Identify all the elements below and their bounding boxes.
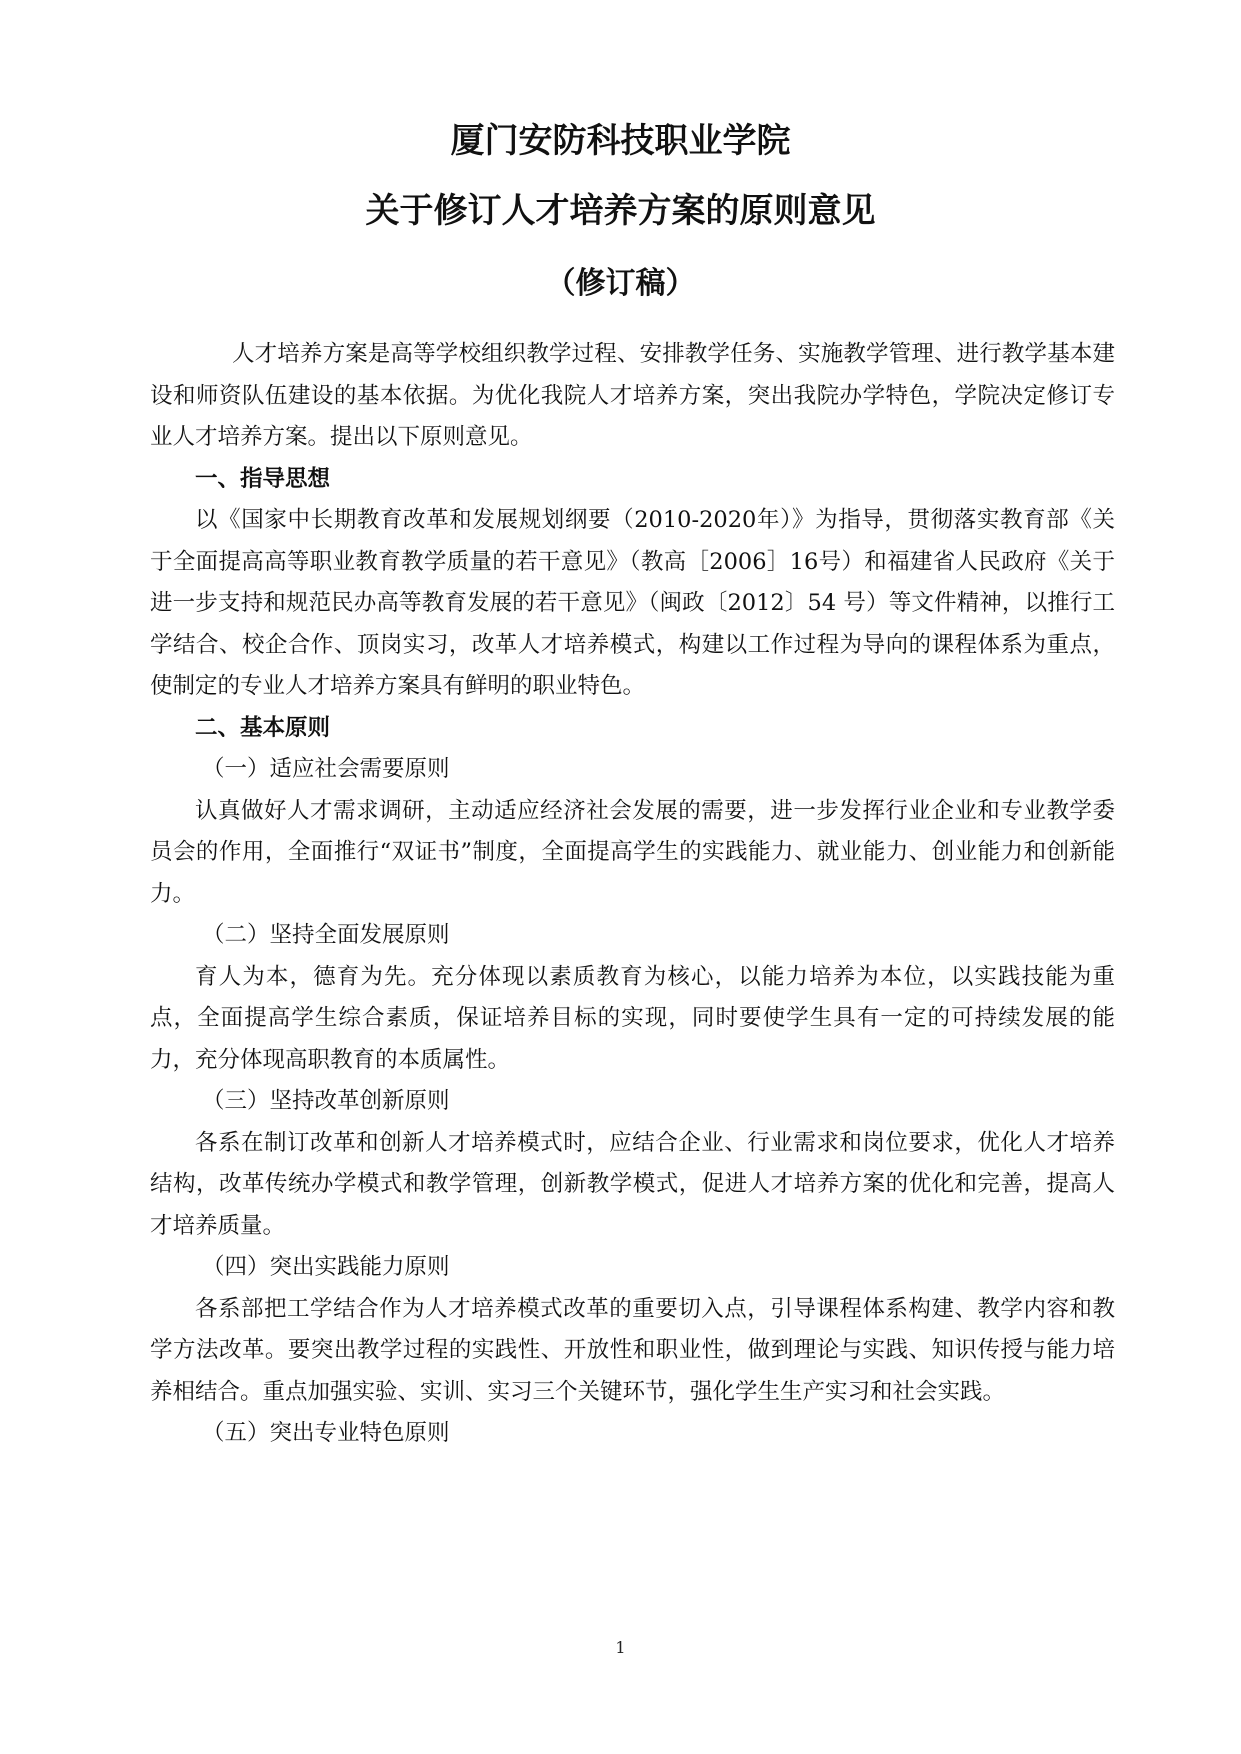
document-title-institution: 厦门安防科技职业学院 xyxy=(450,121,791,161)
page-number: 1 xyxy=(615,1638,626,1657)
intro-paragraph: 人才培养方案是高等学校组织教学过程、安排教学任务、实施教学管理、进行教学基本建设和师资队伍建设的基本依据。为优化我院人才培养方案，突出我院办学特色，学院决定修订专业人才培养方案。提出以下原则意见。 xyxy=(150,341,1115,450)
subsection-heading-reform-innovation: （三）坚持改革创新原则 xyxy=(202,1088,450,1114)
document-title-main: 关于修订人才培养方案的原则意见 xyxy=(365,191,876,231)
subsection-heading-social-needs: （一）适应社会需要原则 xyxy=(202,756,450,782)
subsection-heading-all-round-development: （二）坚持全面发展原则 xyxy=(202,922,450,948)
section-heading-basic-principles: 二、基本原则 xyxy=(195,714,331,741)
subsection-paragraph-all-round-development: 育人为本，德育为先。充分体现以素质教育为核心，以能力培养为本位，以实践技能为重点，全面提高学生综合素质，保证培养目标的实现，同时要使学生具有一定的可持续发展的能力，充分体现高职教育的本质属性。 xyxy=(150,963,1115,1073)
document-body xyxy=(150,334,1115,1455)
subsection-paragraph-practical-ability: 各系部把工学结合作为人才培养模式改革的重要切入点，引导课程体系构建、教学内容和教学方法改革。要突出教学过程的实践性、开放性和职业性，做到理论与实践、知识传授与能力培养相结合。重点加强实验、实训、实习三个关键环节，强化学生生产实习和社会实践。 xyxy=(150,1295,1115,1405)
subsection-paragraph-reform-innovation: 各系在制订改革和创新人才培养模式时，应结合企业、行业需求和岗位要求，优化人才培养结构，改革传统办学模式和教学管理，创新教学模式，促进人才培养方案的优化和完善，提高人才培养质量。 xyxy=(150,1129,1115,1239)
subsection-heading-professional-features: （五）突出专业特色原则 xyxy=(202,1420,450,1446)
section-heading-guiding-ideology: 一、指导思想 xyxy=(195,465,331,492)
subsection-heading-practical-ability: （四）突出实践能力原则 xyxy=(202,1254,450,1280)
subsection-paragraph-social-needs: 认真做好人才需求调研，主动适应经济社会发展的需要，进一步发挥行业企业和专业教学委员会的作用，全面推行“双证书”制度，全面提高学生的实践能力、就业能力、创业能力和创新能力。 xyxy=(150,797,1115,907)
document-title-draft-note: （修订稿） xyxy=(545,266,696,301)
section-paragraph-guiding-ideology: 以《国家中长期教育改革和发展规划纲要（2010-2020年）》为指导，贯彻落实教育部《关于全面提高高等职业教育教学质量的若干意见》（教高［2006］16号）和福建省人民政府《关于进一步支持和规范民办高等教育发展的若干意见》（闽政〔2012〕54 号）等文件精神，以推行工学结合、校企合作、顶岗实习，改革人才培养模式，构建以工作过程为导向的课程体系为重点，使制定的专业人才培养方案具有鲜明的职业特色。 xyxy=(150,507,1115,699)
